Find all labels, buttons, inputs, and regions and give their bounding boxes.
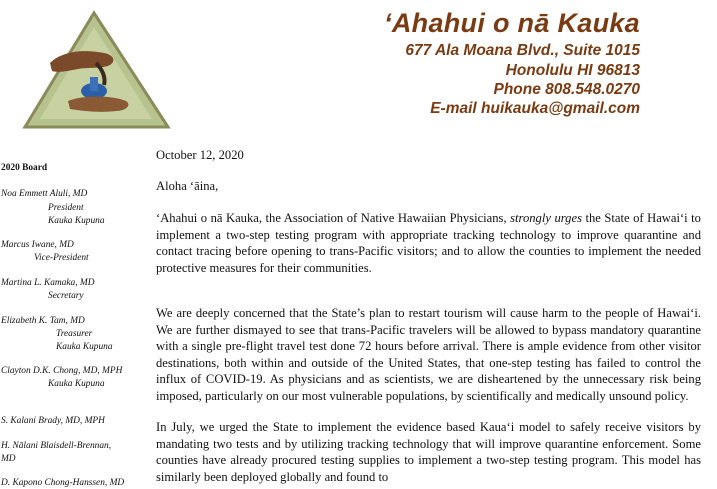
board-member-name: S. Kalani Brady, MD, MPH [1, 416, 105, 426]
board-member-role: Kauka Kupuna [56, 342, 113, 352]
paragraph-1-text: ‘Ahahui o nā Kauka, the Association of Native Hawaiian Physicians, [156, 211, 511, 225]
phone-number: Phone 808.548.0270 [493, 81, 640, 98]
board-member-name: Marcus Iwane, MD [1, 240, 74, 250]
board-member-role: Vice-President [34, 253, 89, 263]
board-member-role: Treasurer [56, 329, 93, 339]
paragraph-3: In July, we urged the State to implement the evidence based Kaua‘i model to safely receive visitors by mandating two tests and by utilizing tracking technology that will improve quarantine enforcement. Some counties have already procured testing supplies to implement a two-step testing program. This model has similarly been deployed globally and found to [156, 420, 701, 484]
board-member-name: Elizabeth K. Tam, MD [1, 316, 85, 326]
board-member-name: Noa Emmett Aluli, MD [1, 189, 88, 199]
paragraph-2: We are deeply concerned that the State’s plan to restart tourism will cause harm to the people of Hawai‘i. We are further dismayed to see that trans-Pacific travelers will be allowed to bypass mandatory quarantine with a single pre-flight travel test done 72 hours before arrival. There is ample evidence from other visitor destinations, both within and outside of the United States, that one-step testing has failed to control the influx of COVID-19. As physicians and as scientists, we are disheartened by the unnecessary risk being imposed, particularly on our most vulnerable populations, by scientifically and medically unsound policy. [156, 306, 701, 403]
board-sidebar [0, 0, 150, 489]
board-member-name: H. Nālani Blaisdell-Brennan, [1, 441, 112, 451]
email-address: E-mail huikauka@gmail.com [430, 100, 640, 117]
paragraph-1 [156, 210, 701, 276]
board-member-role: Kauka Kupuna [48, 216, 105, 226]
paragraph-1-text-continued: the State of Hawai‘i to implement a two-step testing program with appropriate tracking technology to improve quarantine and contact tracing before opening to trans-Pacific visitors; and to allow the counties to implement the needed protective measures for their communities. [156, 211, 701, 275]
board-member-name: Clayton D.K. Chong, MD, MPH [1, 366, 123, 376]
board-member-name-continued: MD [1, 454, 16, 464]
address-line-2: Honolulu HI 96813 [505, 62, 640, 79]
board-member-role: Secretary [48, 291, 84, 301]
address-line-1: 677 Ala Moana Blvd., Suite 1015 [405, 42, 640, 59]
board-member-role: President [48, 203, 84, 213]
board-member-name: Martina L. Kamaka, MD [1, 278, 95, 288]
organization-name: ‘Ahahui o nā Kauka [384, 8, 640, 38]
board-title: 2020 Board [1, 163, 48, 173]
letter-date: October 12, 2020 [156, 148, 244, 162]
board-member-role: Kauka Kupuna [48, 379, 105, 389]
emphasis-text: strongly urges [510, 211, 582, 225]
board-member-name: D. Kapono Chong-Hanssen, MD [1, 478, 125, 488]
salutation: Aloha ʻāina, [156, 179, 219, 193]
